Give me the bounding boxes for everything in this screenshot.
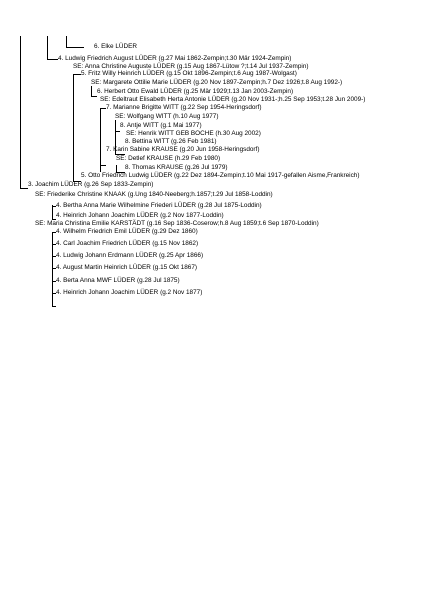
descendant-entry: 4. Bertha Anna Marie Wilhelmine Friederi LÜDER (g.28 Jul 1875-Loddin) [56,202,262,209]
tree-connector [52,205,53,220]
descendant-entry: 6. Elke LÜDER [94,43,137,50]
tree-connector [73,74,74,182]
descendant-entry: 3. Joachim LÜDER (g.26 Sep 1833-Zempin) [28,181,154,188]
descendant-entry: 7. Karin Sabine KRAUSE (g.20 Jun 1958-Heringsdorf) [106,146,260,153]
spouse-entry: SE: Henrik WITT GEB BOCHE (h.30 Aug 2002) [126,130,261,137]
descendant-entry: 7. Marianne Brigitte WITT (g.22 Sep 1954-Heringsdorf) [106,104,262,111]
spouse-entry: SE: Maria Christina Emilie KARSTÄDT (g.16 Sep 1836-Coserow;h.8 Aug 1859;t.6 Sep 1870-Loddin) [35,220,319,227]
tree-connector [100,165,106,166]
tree-connector [100,108,101,172]
descendant-entry: 4. Ludwig Friedrich August LÜDER (g.27 Mai 1862-Zempin;t.30 Mär 1924-Zempin) [58,55,292,62]
tree-connector [66,47,84,48]
spouse-entry: SE: Wolfgang WITT (h.10 Aug 1977) [115,113,219,120]
descendant-entry: 4. August Martin Heinrich LÜDER (g.15 Okt 1867) [56,264,198,271]
tree-connector [47,59,58,60]
descendant-entry: 4. Wilhelm Friedrich Emil LÜDER (g.29 Dez 1860) [56,228,198,235]
spouse-entry: SE: Detlef KRAUSE (h.29 Feb 1980) [116,155,221,162]
spouse-entry: SE: Margarete Ottilie Marie LÜDER (g.20 Nov 1897-Zempin;h.7 Dez 1926;t.8 Aug 1992-) [91,79,343,86]
spouse-entry: SE: Anna Christine Auguste LÜDER (g.15 Aug 1867-Lütow ?;t.14 Jul 1937-Zempin) [73,63,309,70]
tree-connector [73,74,81,75]
descendant-entry: 4. Ludwig Johann Erdmann LÜDER (g.25 Apr 1866) [56,252,204,259]
descendant-entry: 4. Heinrich Johann Joachim LÜDER (g.2 Nov 1877) [56,289,203,296]
descendant-entry: 5. Otto Friedrich Ludwig LÜDER (g.22 Dez 1894-Zempin;t.10 Mai 1917-gefallen Aisme,Frankreich) [81,172,360,179]
tree-connector [91,96,97,97]
descendant-entry: 8. Thomas KRAUSE (g.26 Jul 1979) [125,164,228,171]
tree-connector [20,36,21,188]
tree-connector [91,86,92,96]
tree-connector [20,188,28,189]
tree-connector [52,306,56,307]
spouse-entry: SE: Edeltraut Elisabeth Herta Antonie LÜDER (g.20 Nov 1931-;h.25 Sep 1953;t.28 Jun 2009-) [100,96,366,103]
descendant-entry: 4. Carl Joachim Friedrich LÜDER (g.15 Nov 1862) [56,240,199,247]
descendant-entry: 4. Heinrich Johann Joachim LÜDER (g.2 Nov 1877-Loddin) [56,212,224,219]
descendant-entry: 8. Antje WITT (g.1 Mai 1977) [120,122,202,129]
tree-connector [116,165,117,172]
spouse-entry: SE: Friederike Christine KNAAK (g.Ung 1840-Neeberg;h.1857;t.29 Jul 1858-Loddin) [35,191,273,198]
descendant-entry: 8. Bettina WITT (g.26 Feb 1981) [125,138,217,145]
tree-connector [115,131,120,132]
descendant-entry: 5. Fritz Willy Heinrich LÜDER (g.15 Okt 1896-Zempin;t.6 Aug 1987-Wolgast) [81,70,297,77]
tree-connector [47,36,48,59]
descendant-entry: 6. Herbert Otto Ewald LÜDER (g.25 Mär 1929;t.13 Jan 2003-Zempin) [97,88,294,95]
descendant-entry: 4. Berta Anna MWF LÜDER (g.28 Jul 1875) [56,277,180,284]
